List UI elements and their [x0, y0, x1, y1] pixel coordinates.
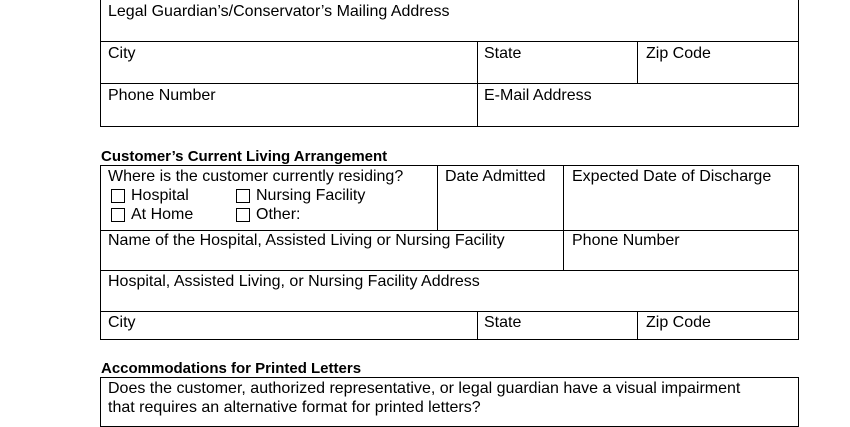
facility-city-label: City [108, 314, 136, 331]
accommodations-question-line2: that requires an alternative format for printed letters? [108, 399, 481, 416]
accommodations-heading: Accommodations for Printed Letters [101, 360, 362, 377]
facility-zip-label: Zip Code [646, 314, 711, 331]
guardian-mailing-address-label: Legal Guardian’s/Conservator’s Mailing Address [108, 3, 450, 20]
guardian-email-label: E-Mail Address [484, 87, 592, 104]
guardian-city-label: City [108, 45, 136, 62]
nursing-facility-checkbox[interactable] [236, 189, 250, 203]
facility-name-label: Name of the Hospital, Assisted Living or Nursing Facility [108, 232, 505, 249]
expected-discharge-label: Expected Date of Discharge [572, 168, 772, 185]
residence-question-label: Where is the customer currently residing? [108, 168, 404, 185]
accommodations-question-line1: Does the customer, authorized representative, or legal guardian have a visual impairment [108, 380, 741, 397]
facility-phone-label: Phone Number [572, 232, 680, 249]
living-arrangement-heading: Customer’s Current Living Arrangement [101, 148, 388, 165]
guardian-city-field[interactable] [100, 41, 478, 84]
at-home-checkbox[interactable] [111, 208, 125, 222]
facility-state-label: State [484, 314, 522, 331]
other-checkbox[interactable] [236, 208, 250, 222]
other-option-label: Other: [256, 206, 301, 223]
guardian-zip-label: Zip Code [646, 45, 711, 62]
guardian-state-label: State [484, 45, 522, 62]
facility-address-label: Hospital, Assisted Living, or Nursing Facility Address [108, 273, 480, 290]
nursing-facility-option-label: Nursing Facility [256, 187, 366, 204]
hospital-option-label: Hospital [131, 187, 189, 204]
date-admitted-label: Date Admitted [445, 168, 546, 185]
hospital-checkbox[interactable] [111, 189, 125, 203]
at-home-option-label: At Home [131, 206, 194, 223]
guardian-phone-label: Phone Number [108, 87, 216, 104]
facility-city-field[interactable] [100, 311, 478, 340]
